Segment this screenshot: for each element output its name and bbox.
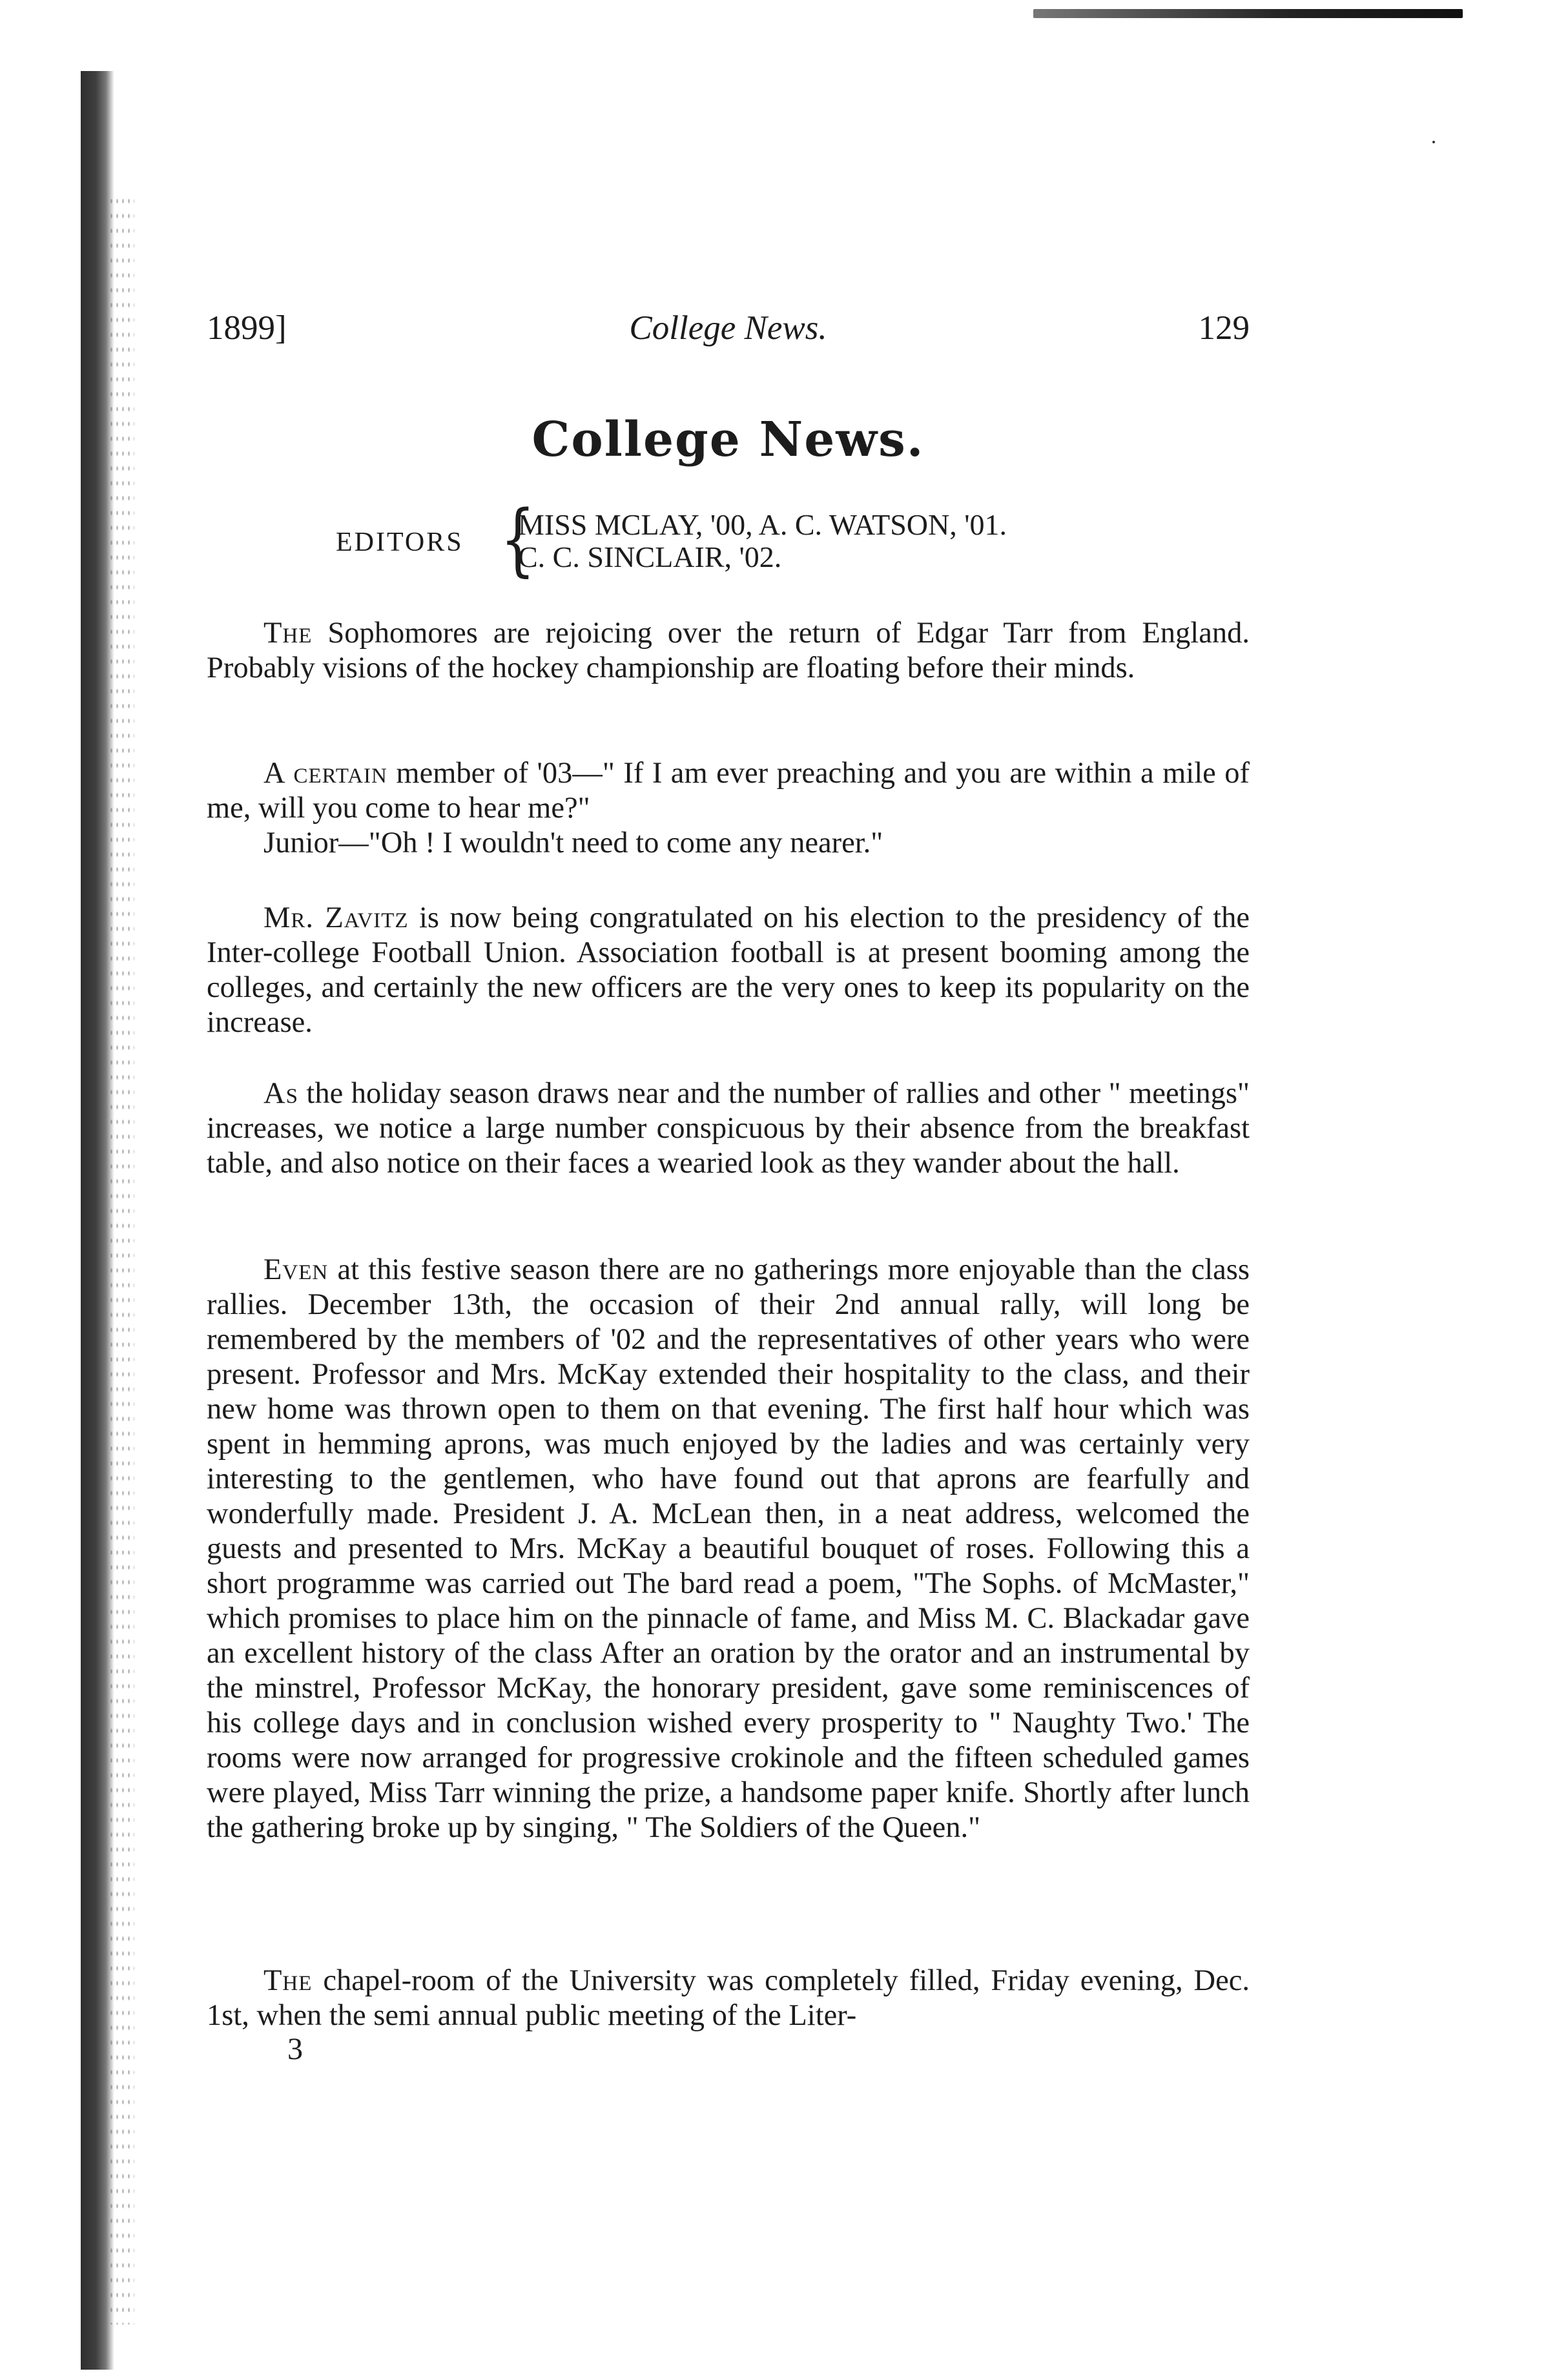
paragraph <box>207 1964 1250 2033</box>
running-head <box>207 309 1250 354</box>
news-item-sophomores <box>207 616 1250 686</box>
scan-top-rule <box>1033 9 1463 18</box>
editors-brace: { <box>500 493 535 585</box>
news-item-chapel-room <box>207 1964 1250 2033</box>
news-item-zavitz <box>207 901 1250 1040</box>
editors-line-1: MISS MCLAY, '00, A. C. WATSON, '01. <box>518 508 1007 541</box>
paragraph-lead: Even <box>263 1253 329 1286</box>
paragraph <box>207 616 1250 686</box>
paragraph-text: Sophomores are rejoicing over the return of Edgar Tarr from England. Probably visions of the hockey championship are floating before their minds. <box>207 617 1250 684</box>
running-head-title: College News. <box>629 309 827 347</box>
paragraph-lead: The <box>263 617 313 650</box>
editors-names <box>518 509 1007 573</box>
paragraph-lead: As <box>263 1077 298 1110</box>
paragraph <box>207 1076 1250 1181</box>
paragraph-reply: Junior—"Oh ! I wouldn't need to come any nearer." <box>263 826 883 859</box>
signature-mark: 3 <box>287 2032 303 2066</box>
paragraph-lead: Mr. Zavitz <box>263 901 409 934</box>
paragraph-text: chapel-room of the University was completely filled, Friday evening, Dec. 1st, when the semi annual public meeting of the Liter- <box>207 1964 1250 2032</box>
paragraph <box>207 756 1250 826</box>
scan-stray-dot <box>1432 141 1435 143</box>
editors-line-2: C. C. SINCLAIR, '02. <box>518 540 782 573</box>
news-item-holiday <box>207 1076 1250 1181</box>
news-item-class-rally <box>207 1253 1250 1845</box>
editors-label: EDITORS <box>336 528 464 557</box>
paragraph-text: member of '03—" If I am ever preaching and you are within a mile of me, will you come to hear me?" <box>207 757 1250 825</box>
paragraph-text: at this festive season there are no gatherings more enjoyable than the class rallies. December 13th, the occasion of their 2nd annual rally, will long be remembered by the members of '02 and the representatives of other years who were present. Professor and Mrs. McKay extended their hospitality to the class, and their new home was thrown open to them on that evening. The first half hour which was spent in hemming aprons, was much enjoyed by the ladies and was certainly very interesting to the gentlemen, who have found out that aprons are fearfully and wonderfully made. President J. A. McLean then, in a neat address, welcomed the guests and presented to Mrs. McKay a beautiful bouquet of roses. Following this a short programme was carried out The bard read a poem, "The Sophs. of McMaster," which promises to place him on the pinnacle of fame, and Miss M. C. Blackadar gave an excellent history of the class After an oration by the orator and an instrumental by the minstrel, Professor McKay, the honorary president, gave some reminiscences of his college days and in conclusion wished every prosperity to " Naughty Two.' The rooms were now arranged for progressive crokinole and the fifteen scheduled games were played, Miss Tarr winning the prize, a handsome paper knife. Shortly after lunch the gathering broke up by singing, " The Soldiers of the Queen." <box>207 1253 1250 1844</box>
paragraph-text: the holiday season draws near and the number of rallies and other " meetings" increases, we notice a large number conspicuous by their absence from the breakfast table, and also notice on their faces a wearied look as they wander about the hall. <box>207 1077 1250 1180</box>
scan-binding-specks <box>108 194 134 2324</box>
paragraph <box>207 901 1250 1040</box>
running-head-year: 1899] <box>207 309 287 347</box>
paragraph-lead: A certain <box>263 757 387 790</box>
paragraph-text: is now being congratulated on his election to the presidency of the Inter-college Football Union. Association football is at present booming among the colleges, and certainly the new officers are the very ones to keep its popularity on the increase. <box>207 901 1250 1039</box>
section-heading: College News. <box>531 412 925 467</box>
page-number: 129 <box>1198 309 1250 347</box>
paragraph-lead: The <box>263 1964 313 1997</box>
paragraph <box>207 1253 1250 1845</box>
news-item-preaching <box>207 756 1250 861</box>
